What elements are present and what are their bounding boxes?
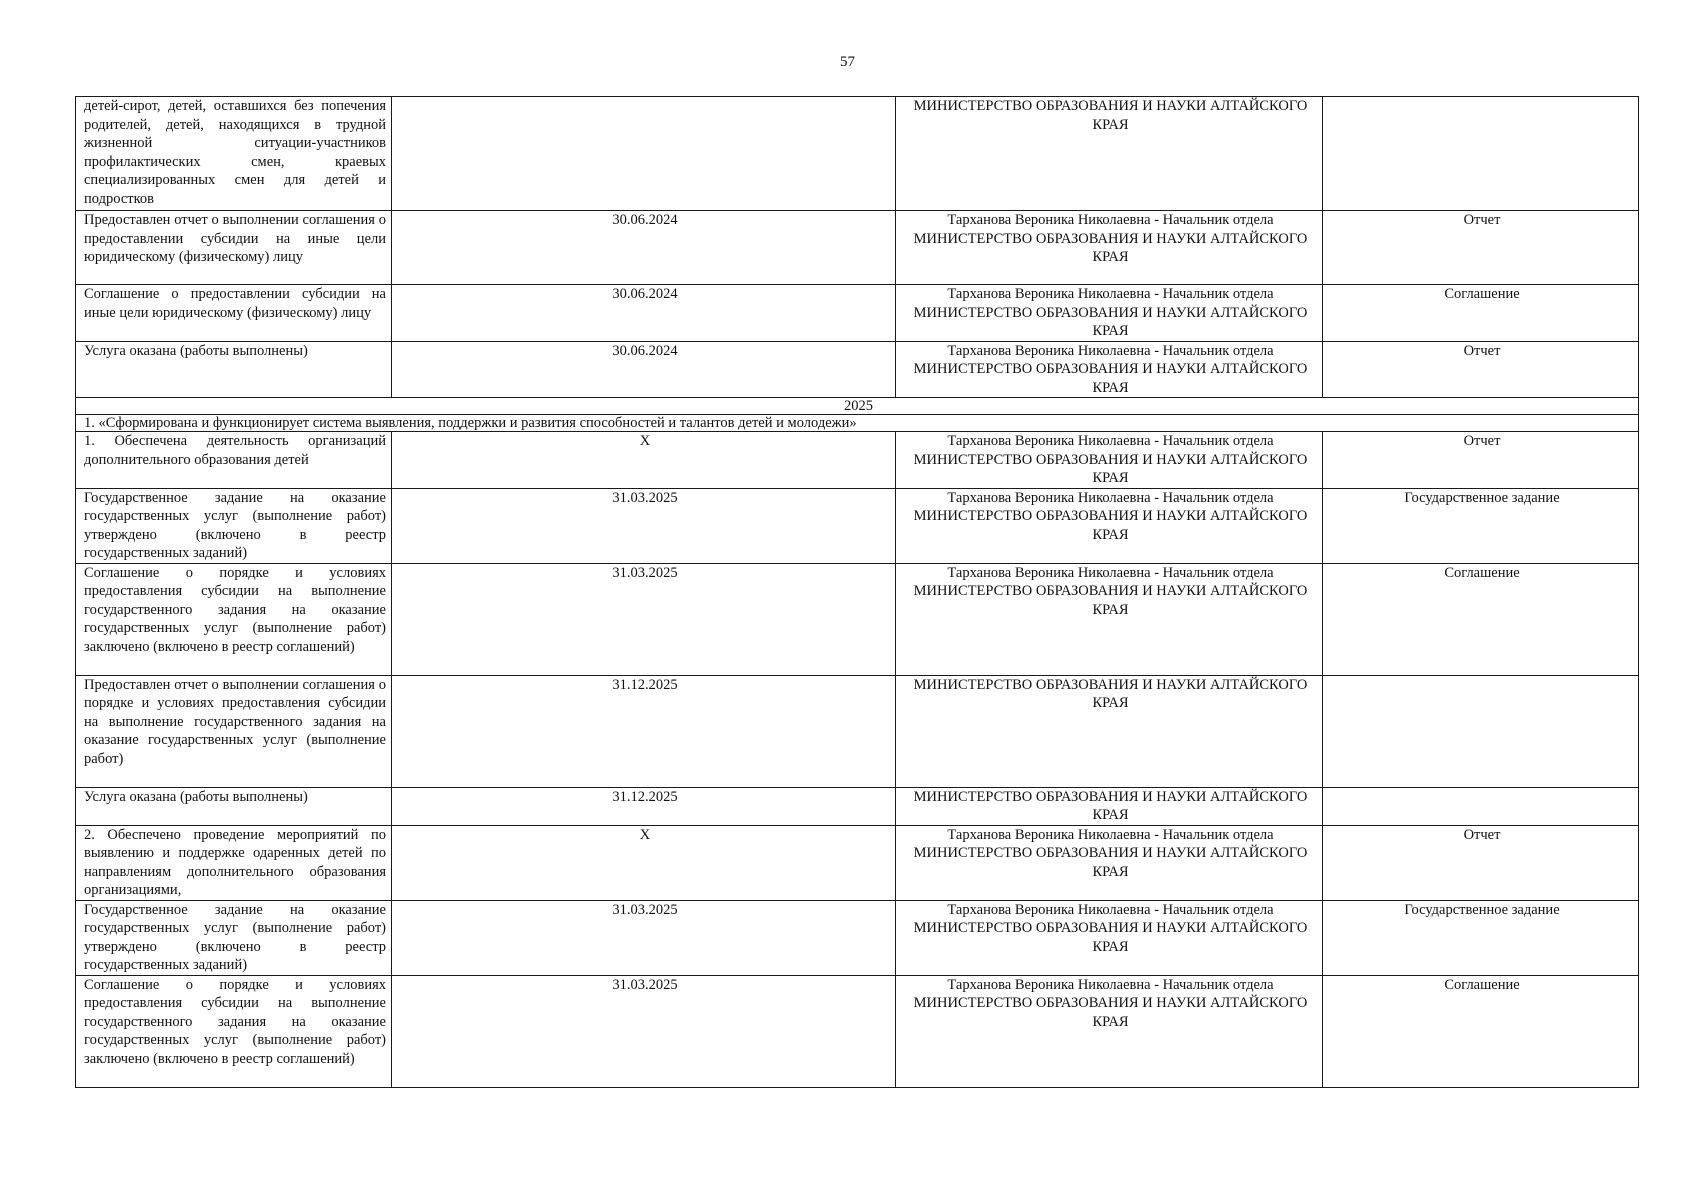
date-cell: 31.03.2025 — [392, 975, 896, 1087]
table-row — [76, 675, 1639, 787]
date-cell: 30.06.2024 — [392, 211, 896, 285]
table-row — [76, 285, 1639, 342]
responsible-cell: Тарханова Вероника Николаевна - Начальник отдела МИНИСТЕРСТВО ОБРАЗОВАНИЯ И НАУКИ АЛТАЙСКОГО КРАЯ — [896, 563, 1323, 675]
table-row — [76, 975, 1639, 1087]
event-text-cell: 2. Обеспечено проведение мероприятий по выявлению и поддержке одаренных детей по направлениям дополнительного образования организациями, — [76, 825, 392, 900]
table-row — [76, 563, 1639, 675]
date-cell: 31.12.2025 — [392, 787, 896, 825]
responsible-cell: Тарханова Вероника Николаевна - Начальник отдела МИНИСТЕРСТВО ОБРАЗОВАНИЯ И НАУКИ АЛТАЙСКОГО КРАЯ — [896, 432, 1323, 489]
event-text-cell: детей-сирот, детей, оставшихся без попечения родителей, детей, находящихся в трудной жизненной ситуации-участников профилактических смен, краевых специализированных смен для детей и подростков — [76, 97, 392, 211]
responsible-cell: Тарханова Вероника Николаевна - Начальник отдела МИНИСТЕРСТВО ОБРАЗОВАНИЯ И НАУКИ АЛТАЙСКОГО КРАЯ — [896, 285, 1323, 342]
event-text-cell: Соглашение о предоставлении субсидии на иные цели юридическому (физическому) лицу — [76, 285, 392, 342]
date-cell: X — [392, 432, 896, 489]
responsible-cell: МИНИСТЕРСТВО ОБРАЗОВАНИЯ И НАУКИ АЛТАЙСКОГО КРАЯ — [896, 97, 1323, 211]
document-type-cell: Государственное задание — [1323, 488, 1639, 563]
table-row — [76, 825, 1639, 900]
document-type-cell: Отчет — [1323, 825, 1639, 900]
table-row — [76, 488, 1639, 563]
date-cell: 31.12.2025 — [392, 675, 896, 787]
date-cell — [392, 97, 896, 211]
event-text-cell: Предоставлен отчет о выполнении соглашения о порядке и условиях предоставления субсидии на выполнение государственного задания на оказание государственных услуг (выполнение работ) — [76, 675, 392, 787]
plan-table — [75, 96, 1639, 1088]
event-text-cell: Государственное задание на оказание государственных услуг (выполнение работ) утверждено (включено в реестр государственных заданий) — [76, 488, 392, 563]
document-type-cell: Соглашение — [1323, 975, 1639, 1087]
section-row — [76, 415, 1639, 432]
document-type-cell: Отчет — [1323, 341, 1639, 398]
date-cell: 30.06.2024 — [392, 341, 896, 398]
document-type-cell — [1323, 787, 1639, 825]
responsible-cell: Тарханова Вероника Николаевна - Начальник отдела МИНИСТЕРСТВО ОБРАЗОВАНИЯ И НАУКИ АЛТАЙСКОГО КРАЯ — [896, 341, 1323, 398]
event-text-cell: Предоставлен отчет о выполнении соглашения о предоставлении субсидии на иные цели юридическому (физическому) лицу — [76, 211, 392, 285]
document-type-cell — [1323, 675, 1639, 787]
date-cell: 31.03.2025 — [392, 488, 896, 563]
date-cell: 31.03.2025 — [392, 563, 896, 675]
table-row — [76, 432, 1639, 489]
document-type-cell: Государственное задание — [1323, 900, 1639, 975]
responsible-cell: МИНИСТЕРСТВО ОБРАЗОВАНИЯ И НАУКИ АЛТАЙСКОГО КРАЯ — [896, 675, 1323, 787]
responsible-cell: Тарханова Вероника Николаевна - Начальник отдела МИНИСТЕРСТВО ОБРАЗОВАНИЯ И НАУКИ АЛТАЙСКОГО КРАЯ — [896, 488, 1323, 563]
page-number: 57 — [840, 54, 855, 70]
year-row — [76, 398, 1639, 415]
document-type-cell: Соглашение — [1323, 563, 1639, 675]
responsible-cell: Тарханова Вероника Николаевна - Начальник отдела МИНИСТЕРСТВО ОБРАЗОВАНИЯ И НАУКИ АЛТАЙСКОГО КРАЯ — [896, 825, 1323, 900]
document-type-cell: Отчет — [1323, 211, 1639, 285]
event-text-cell: Услуга оказана (работы выполнены) — [76, 787, 392, 825]
year-label: 2025 — [76, 398, 1639, 415]
responsible-cell: Тарханова Вероника Николаевна - Начальник отдела МИНИСТЕРСТВО ОБРАЗОВАНИЯ И НАУКИ АЛТАЙСКОГО КРАЯ — [896, 975, 1323, 1087]
responsible-cell: Тарханова Вероника Николаевна - Начальник отдела МИНИСТЕРСТВО ОБРАЗОВАНИЯ И НАУКИ АЛТАЙСКОГО КРАЯ — [896, 211, 1323, 285]
table-row — [76, 900, 1639, 975]
event-text-cell: 1. Обеспечена деятельность организаций дополнительного образования детей — [76, 432, 392, 489]
event-text-cell: Соглашение о порядке и условиях предоставления субсидии на выполнение государственного задания на оказание государственных услуг (выполнение работ) заключено (включено в реестр соглашений) — [76, 563, 392, 675]
date-cell: 31.03.2025 — [392, 900, 896, 975]
document-type-cell: Соглашение — [1323, 285, 1639, 342]
table-row — [76, 211, 1639, 285]
event-text-cell: Государственное задание на оказание государственных услуг (выполнение работ) утверждено (включено в реестр государственных заданий) — [76, 900, 392, 975]
document-type-cell: Отчет — [1323, 432, 1639, 489]
event-text-cell: Услуга оказана (работы выполнены) — [76, 341, 392, 398]
section-title: 1. «Сформирована и функционирует система выявления, поддержки и развития способностей и талантов детей и молодежи» — [76, 415, 1639, 432]
event-text-cell: Соглашение о порядке и условиях предоставления субсидии на выполнение государственного задания на оказание государственных услуг (выполнение работ) заключено (включено в реестр соглашений) — [76, 975, 392, 1087]
date-cell: 30.06.2024 — [392, 285, 896, 342]
table-row — [76, 787, 1639, 825]
table-row — [76, 97, 1639, 211]
responsible-cell: МИНИСТЕРСТВО ОБРАЗОВАНИЯ И НАУКИ АЛТАЙСКОГО КРАЯ — [896, 787, 1323, 825]
date-cell: X — [392, 825, 896, 900]
document-type-cell — [1323, 97, 1639, 211]
table-row — [76, 341, 1639, 398]
responsible-cell: Тарханова Вероника Николаевна - Начальник отдела МИНИСТЕРСТВО ОБРАЗОВАНИЯ И НАУКИ АЛТАЙСКОГО КРАЯ — [896, 900, 1323, 975]
